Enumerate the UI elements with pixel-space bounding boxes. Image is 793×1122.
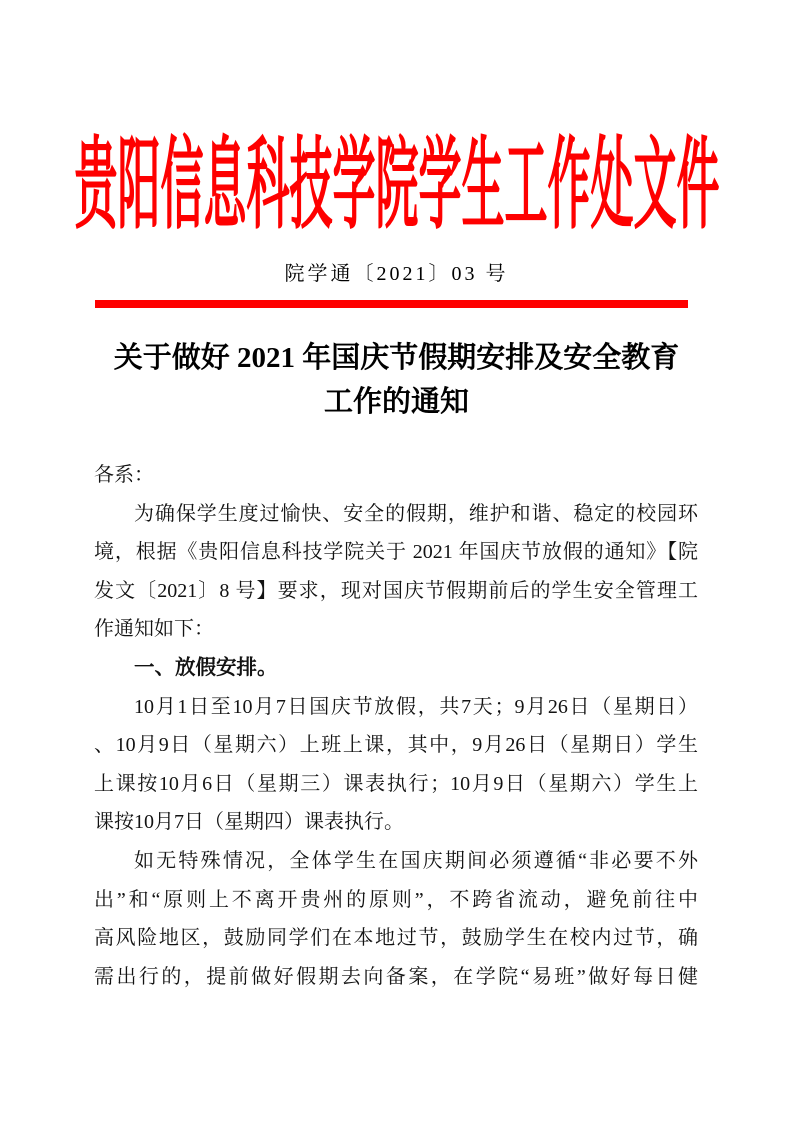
letterhead-banner-title: 贵阳信息科技学院学生工作处文件 [74,130,719,241]
body-line: 高风险地区，鼓励同学们在本地过节，鼓励学生在校内过节，确 [94,927,698,950]
red-divider-line [95,300,688,308]
body-line: 10月1日至10月7日国庆节放假，共7天；9月26日（星期日） [134,695,698,718]
body-line: 课按10月7日（星期四）课表执行。 [94,811,404,834]
body-line: 为确保学生度过愉快、安全的假期，维护和谐、稳定的校园环 [134,502,698,525]
section-heading: 一、放假安排。 [134,655,278,679]
document-title [0,336,793,424]
body-line: 上课按10月6日（星期三）课表执行；10月9日（星期六）学生上 [94,772,698,795]
body-line: 出”和“原则上不离开贵州的原则”，不跨省流动，避免前往中 [94,888,698,911]
document-body [94,456,698,996]
letterhead-banner [0,130,793,241]
body-line: 发文〔2021〕8 号】要求，现对国庆节假期前后的学生安全管理工 [94,579,698,602]
doc-number: 院学通〔2021〕03 号 [284,263,509,285]
document-title-line: 关于做好 2021 年国庆节假期安排及安全教育 [113,342,680,374]
document-title-line: 工作的通知 [323,386,469,418]
body-line: 如无特殊情况，全体学生在国庆期间必须遵循“非必要不外 [134,849,698,872]
body-line: 境，根据《贵阳信息科技学院关于 2021 年国庆节放假的通知》【院 [94,541,698,564]
body-line: 、10月9日（星期六）上班上课，其中，9月26日（星期日）学生 [94,734,698,757]
body-line: 作通知如下： [94,618,214,641]
body-line: 需出行的，提前做好假期去向备案，在学院“易班”做好每日健 [94,965,698,988]
paragraphs [94,495,698,997]
salutation: 各系： [94,464,154,486]
